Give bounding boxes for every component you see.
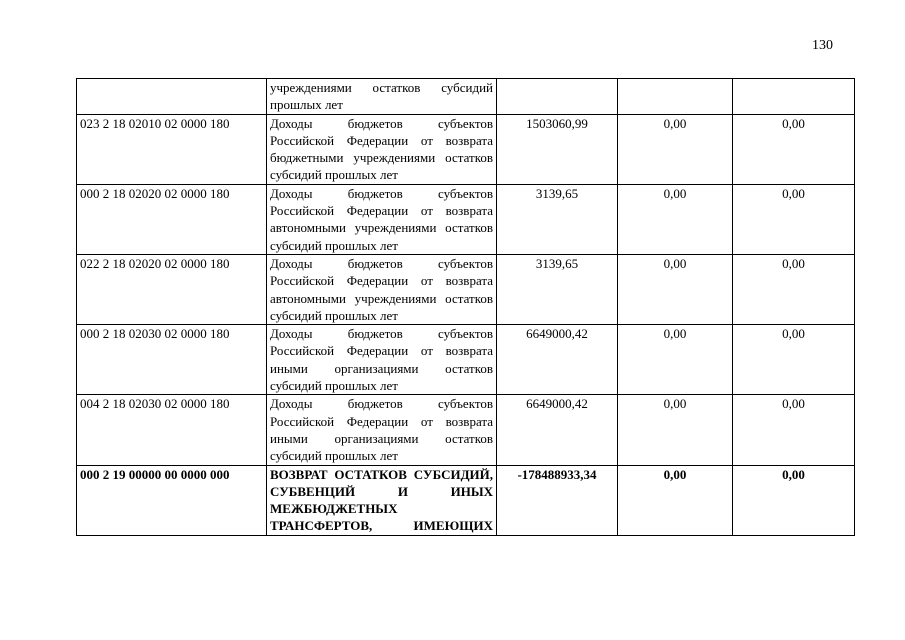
budget-code-cell: 023 2 18 02010 02 0000 180 [77, 114, 267, 184]
amount-cell-1: 1503060,99 [497, 114, 618, 184]
table-row-total [77, 465, 855, 535]
amount-cell-3: 0,00 [733, 184, 855, 254]
budget-code-cell: 004 2 18 02030 02 0000 180 [77, 395, 267, 465]
revenue-table [76, 78, 855, 536]
table-row [77, 325, 855, 395]
amount-cell-1: -178488933,34 [497, 465, 618, 535]
table-row [77, 114, 855, 184]
table-row [77, 79, 855, 115]
amount-cell-3 [733, 79, 855, 115]
table-row [77, 184, 855, 254]
amount-cell-1: 3139,65 [497, 184, 618, 254]
amount-cell-1 [497, 79, 618, 115]
amount-cell-2: 0,00 [618, 325, 733, 395]
income-name-cell: Доходы бюджетов субъектов Российской Федерации от возврата иными организациями остатков субсидий прошлых лет [267, 395, 497, 465]
table-row [77, 395, 855, 465]
amount-cell-1: 3139,65 [497, 254, 618, 324]
budget-code-cell: 000 2 19 00000 00 0000 000 [77, 465, 267, 535]
amount-cell-3: 0,00 [733, 325, 855, 395]
amount-cell-2: 0,00 [618, 184, 733, 254]
income-name-cell: Доходы бюджетов субъектов Российской Федерации от возврата автономными учреждениями остатков субсидий прошлых лет [267, 184, 497, 254]
income-name-cell: ВОЗВРАТ ОСТАТКОВ СУБСИДИЙ, СУБВЕНЦИЙ И ИНЫХ МЕЖБЮДЖЕТНЫХ ТРАНСФЕРТОВ, ИМЕЮЩИХ [267, 465, 497, 535]
income-name-cell: Доходы бюджетов субъектов Российской Федерации от возврата автономными учреждениями остатков субсидий прошлых лет [267, 254, 497, 324]
amount-cell-3: 0,00 [733, 114, 855, 184]
income-name-cell: Доходы бюджетов субъектов Российской Федерации от возврата иными организациями остатков субсидий прошлых лет [267, 325, 497, 395]
budget-code-cell [77, 79, 267, 115]
income-name-cell: Доходы бюджетов субъектов Российской Федерации от возврата бюджетными учреждениями остатков субсидий прошлых лет [267, 114, 497, 184]
amount-cell-1: 6649000,42 [497, 395, 618, 465]
income-name-cell: учреждениями остатков субсидий прошлых лет [267, 79, 497, 115]
budget-code-cell: 000 2 18 02020 02 0000 180 [77, 184, 267, 254]
amount-cell-2: 0,00 [618, 114, 733, 184]
amount-cell-2: 0,00 [618, 395, 733, 465]
amount-cell-3: 0,00 [733, 395, 855, 465]
budget-code-cell: 022 2 18 02020 02 0000 180 [77, 254, 267, 324]
amount-cell-2: 0,00 [618, 254, 733, 324]
table-row [77, 254, 855, 324]
budget-code-cell: 000 2 18 02030 02 0000 180 [77, 325, 267, 395]
amount-cell-2 [618, 79, 733, 115]
page-number: 130 [812, 38, 833, 53]
amount-cell-1: 6649000,42 [497, 325, 618, 395]
amount-cell-3: 0,00 [733, 254, 855, 324]
amount-cell-2: 0,00 [618, 465, 733, 535]
amount-cell-3: 0,00 [733, 465, 855, 535]
